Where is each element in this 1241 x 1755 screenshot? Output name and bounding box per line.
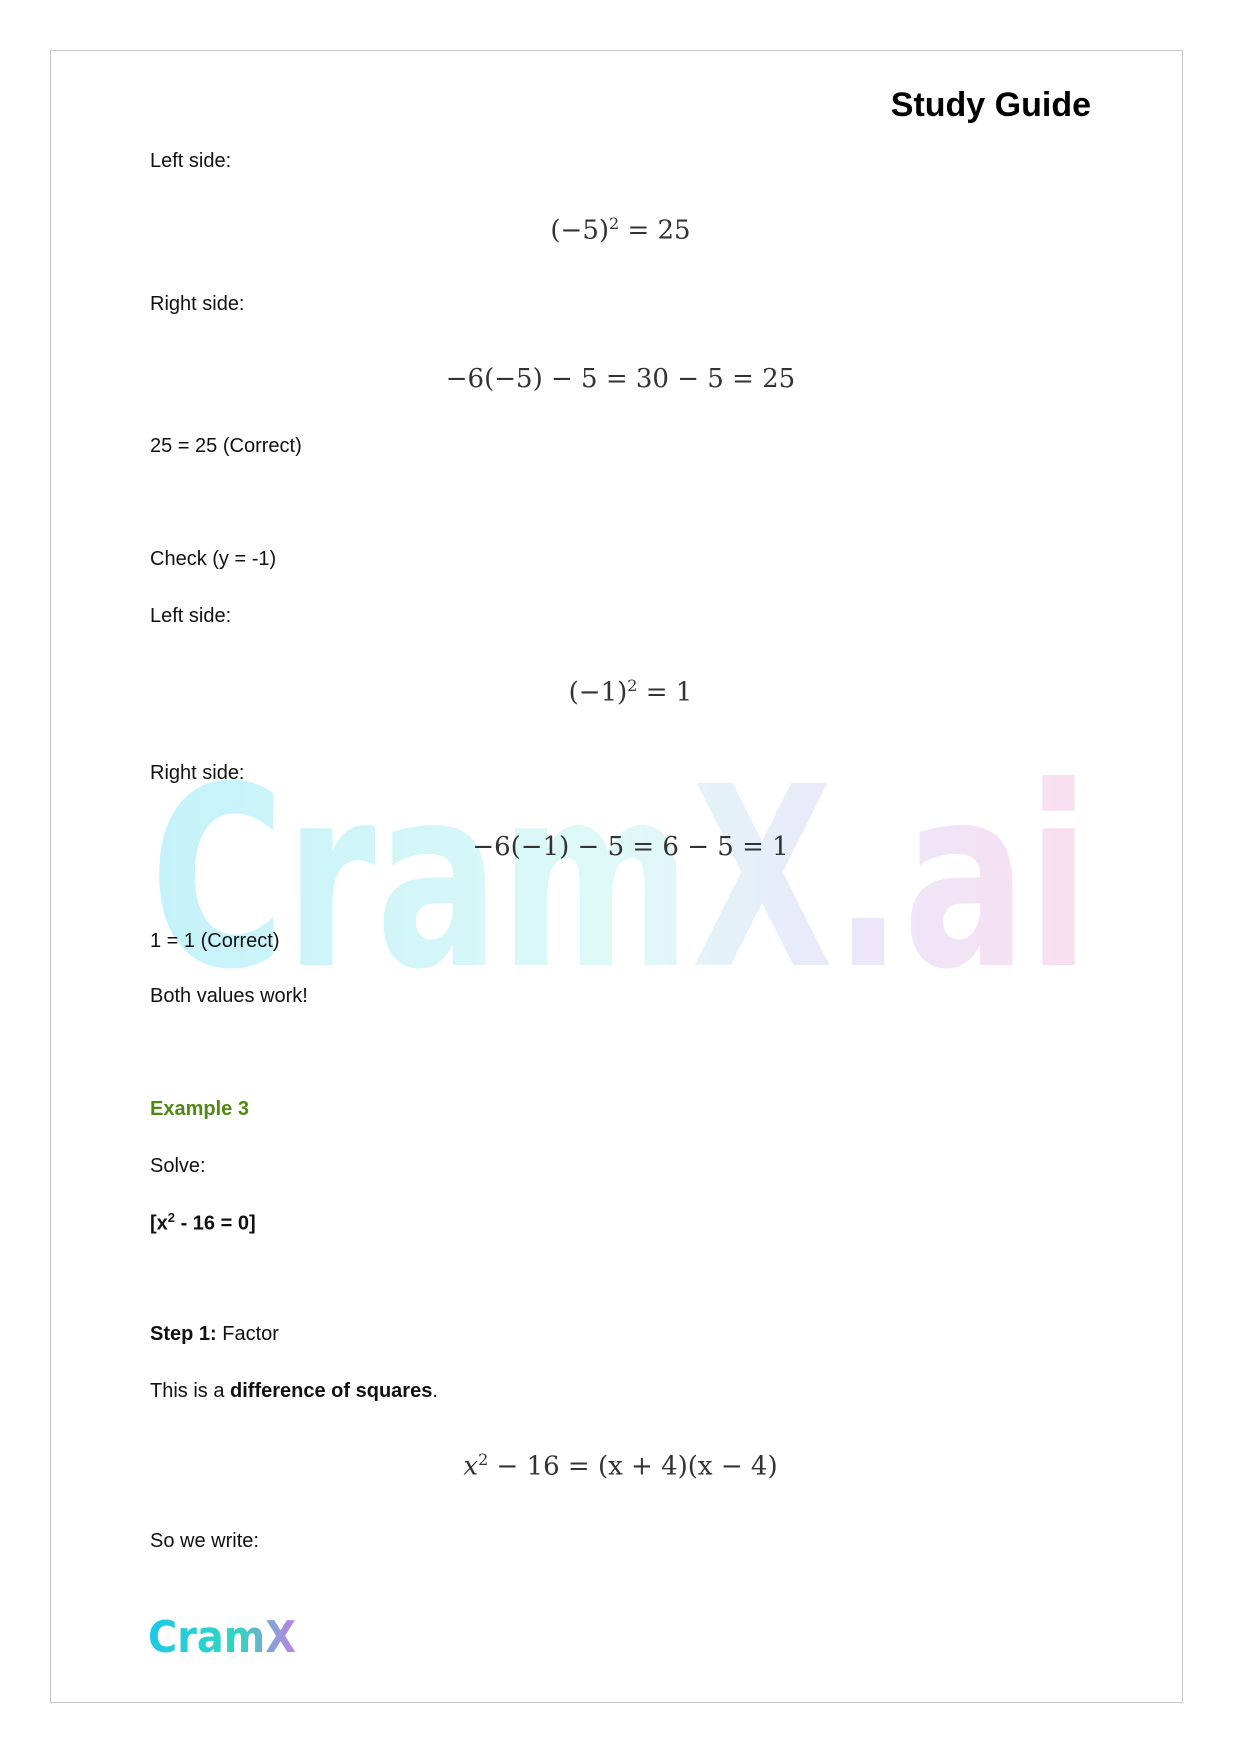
factoring-equation: $x^2 - 16 = (x + 4)(x - 4)$	[463, 1450, 778, 1482]
equation-right-side-2: −6(−1) − 5 = 6 − 5 = 1	[472, 832, 789, 862]
equation-left-side-1: $(-5)^2 = 25$	[550, 214, 691, 246]
right-side-label: Right side:	[150, 762, 245, 784]
so-we-write-text: So we write:	[150, 1530, 259, 1552]
cramx-logo	[148, 1610, 298, 1662]
watermark-text: CramX.ai	[150, 755, 1090, 995]
step-1: Step 1: Factor	[150, 1323, 279, 1345]
equation-left-side-2: $(-1)^2 = 1$	[568, 676, 693, 708]
problem-statement: $[x^2 - 16 = 0]$	[150, 1210, 256, 1235]
logo-text: CramX	[148, 1612, 297, 1662]
difference-of-squares-text: This is a difference of squares.	[150, 1380, 438, 1402]
left-side-label: Left side:	[150, 150, 232, 172]
right-side-label: Right side:	[150, 293, 245, 315]
solve-label: Solve:	[150, 1155, 206, 1177]
example-heading: Example 3	[150, 1098, 249, 1120]
left-side-label: Left side:	[150, 605, 232, 627]
equation-right-side-1: −6(−5) − 5 = 30 − 5 = 25	[445, 364, 796, 394]
result-text: 25 = 25 (Correct)	[150, 435, 302, 457]
conclusion-text: Both values work!	[150, 985, 308, 1007]
result-text: 1 = 1 (Correct)	[150, 930, 280, 952]
check-heading: Check (y = -1)	[150, 548, 277, 570]
page-title: Study Guide	[890, 86, 1091, 124]
